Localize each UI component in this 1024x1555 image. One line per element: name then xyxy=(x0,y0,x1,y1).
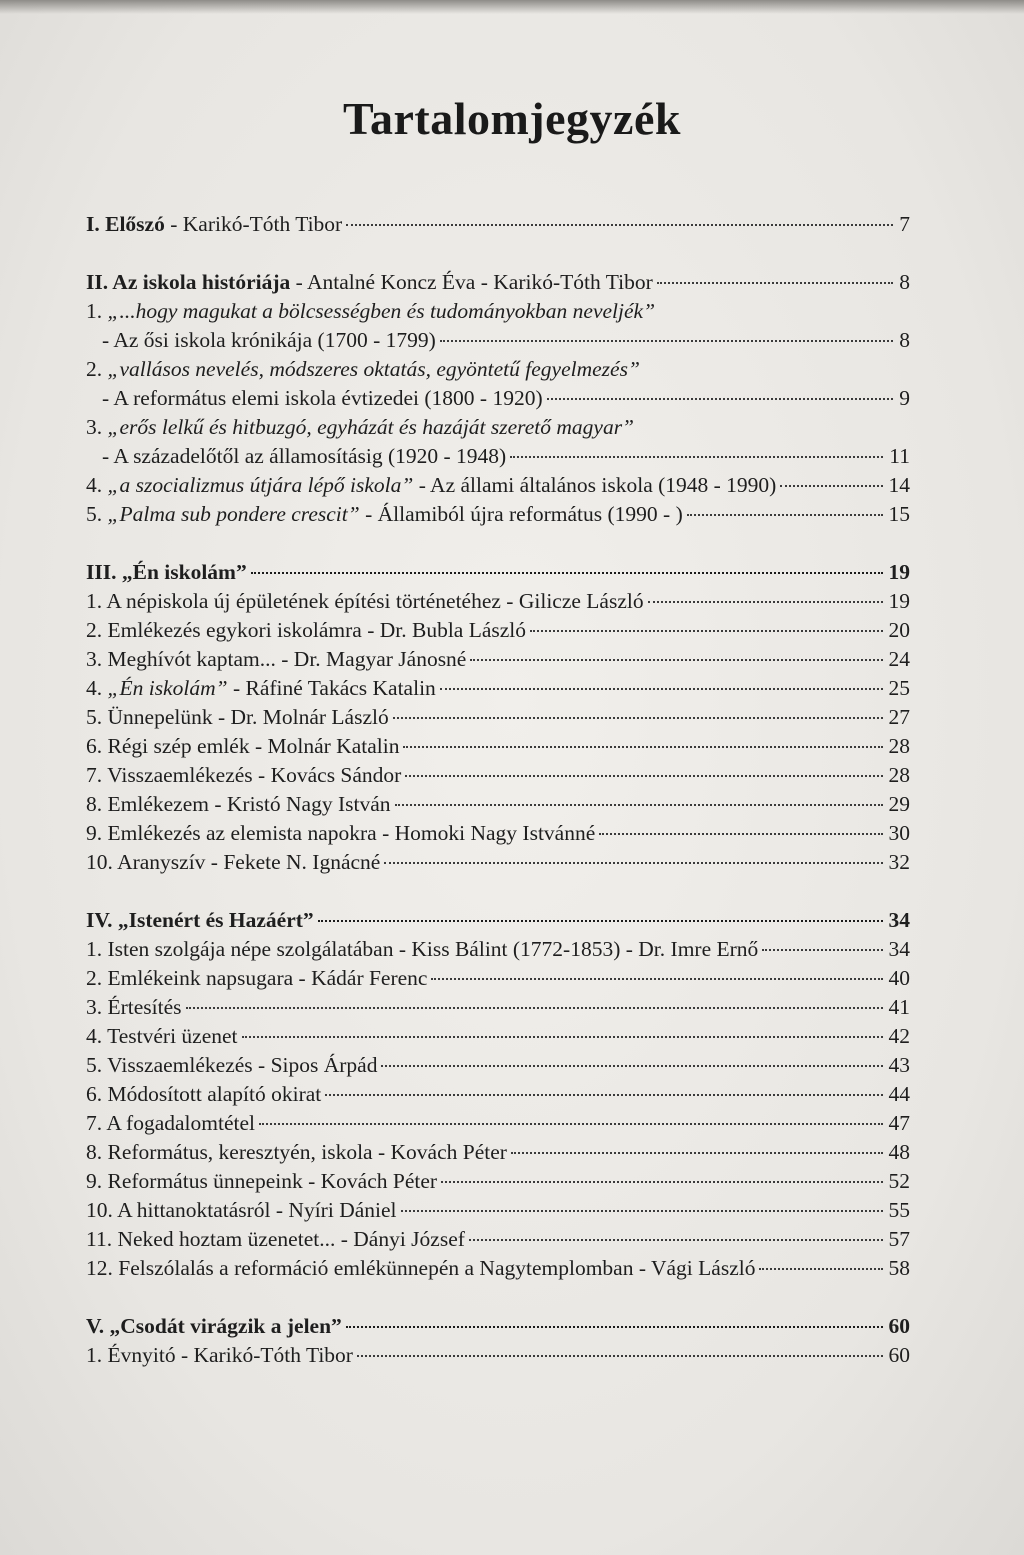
dot-leader xyxy=(381,1065,882,1067)
toc-entry-label: 9. Református ünnepeink - Kovách Péter xyxy=(86,1169,438,1193)
toc-entry-label: IV. „Istenért és Hazáért” xyxy=(86,908,314,932)
dot-leader xyxy=(186,1007,883,1009)
toc-section xyxy=(86,268,910,529)
dot-leader xyxy=(440,340,893,342)
toc-entry[interactable] xyxy=(86,326,910,355)
toc-entry-label: 2. Emlékeink napsugara - Kádár Ferenc xyxy=(86,966,428,990)
toc-page-number: 32 xyxy=(888,850,910,874)
page-title: Tartalomjegyzék xyxy=(343,93,681,144)
dot-leader xyxy=(547,398,894,400)
toc-entry[interactable] xyxy=(86,587,910,616)
toc-section xyxy=(86,906,910,1283)
toc-page-number: 7 xyxy=(899,212,910,236)
section-gap xyxy=(86,529,910,558)
toc-page-number: 41 xyxy=(888,995,910,1019)
toc-entry-label: 3. Meghívót kaptam... - Dr. Magyar Jánosné xyxy=(86,647,467,671)
toc-entry-label: 4. „a szocializmus útjára lépő iskola” - Az állami általános iskola (1948 - 1990) xyxy=(86,473,777,497)
toc-entry[interactable] xyxy=(86,1051,910,1080)
toc-entry[interactable] xyxy=(86,819,910,848)
toc-entry[interactable] xyxy=(86,935,910,964)
dot-leader xyxy=(346,224,893,226)
toc-page-number: 48 xyxy=(888,1140,910,1164)
toc-entry-label: I. Előszó - Karikó-Tóth Tibor xyxy=(86,212,343,236)
toc-entry[interactable] xyxy=(86,674,910,703)
toc-entry[interactable] xyxy=(86,732,910,761)
toc-entry[interactable] xyxy=(86,355,910,384)
toc-page-number: 42 xyxy=(888,1024,910,1048)
toc-entry[interactable] xyxy=(86,1196,910,1225)
toc-entry-label: - Az ősi iskola krónikája (1700 - 1799) xyxy=(102,328,436,352)
toc-entry[interactable] xyxy=(86,703,910,732)
toc-entry[interactable] xyxy=(86,384,910,413)
toc-page-number: 8 xyxy=(899,270,910,294)
toc-entry[interactable] xyxy=(86,616,910,645)
dot-leader xyxy=(259,1123,883,1125)
dot-leader xyxy=(357,1355,883,1357)
toc-entry[interactable] xyxy=(86,1109,910,1138)
toc-entry-label: V. „Csodát virágzik a jelen” xyxy=(86,1314,342,1338)
toc-entry-label: 5. „Palma sub pondere crescit” - Államiból újra református (1990 - ) xyxy=(86,502,683,526)
toc-page-number: 30 xyxy=(888,821,910,845)
toc-entry-label: 3. Értesítés xyxy=(86,995,182,1019)
toc-page-number: 14 xyxy=(888,473,910,497)
dot-leader xyxy=(403,746,882,748)
dot-leader xyxy=(510,456,883,458)
toc-page-number: 34 xyxy=(888,937,910,961)
toc-entry[interactable] xyxy=(86,471,910,500)
dot-leader xyxy=(441,1181,882,1183)
toc-entry-label: 2. Emlékezés egykori iskolámra - Dr. Bubla László xyxy=(86,618,527,642)
toc-entry-label: 1. Isten szolgája népe szolgálatában - Kiss Bálint (1772-1853) - Dr. Imre Ernő xyxy=(86,937,759,961)
dot-leader xyxy=(318,920,883,922)
toc-entry[interactable] xyxy=(86,1225,910,1254)
dot-leader xyxy=(431,978,882,980)
dot-leader xyxy=(346,1326,883,1328)
dot-leader xyxy=(762,949,882,951)
toc-entry-label: 1. Évnyitó - Karikó-Tóth Tibor xyxy=(86,1343,353,1367)
toc-entry[interactable] xyxy=(86,993,910,1022)
dot-leader xyxy=(780,485,882,487)
toc-section xyxy=(86,210,910,239)
dot-leader xyxy=(759,1268,882,1270)
toc-entry[interactable] xyxy=(86,1167,910,1196)
toc-page-number: 28 xyxy=(888,763,910,787)
toc-entry[interactable] xyxy=(86,645,910,674)
table-of-contents xyxy=(86,210,910,1370)
toc-page-number: 60 xyxy=(888,1343,910,1367)
toc-entry-label: 10. Aranyszív - Fekete N. Ignácné xyxy=(86,850,381,874)
toc-page-number: 11 xyxy=(889,444,910,468)
dot-leader xyxy=(395,804,883,806)
toc-entry[interactable] xyxy=(86,1138,910,1167)
section-gap xyxy=(86,1283,910,1312)
toc-page-number: 43 xyxy=(888,1053,910,1077)
dot-leader xyxy=(440,688,883,690)
toc-page-number: 8 xyxy=(899,328,910,352)
toc-page-number: 28 xyxy=(888,734,910,758)
dot-leader xyxy=(251,572,883,574)
toc-page-number: 9 xyxy=(899,386,910,410)
toc-section xyxy=(86,558,910,877)
toc-entry[interactable] xyxy=(86,1254,910,1283)
toc-entry-label: 4. „Én iskolám” - Ráfiné Takács Katalin xyxy=(86,676,436,700)
toc-entry-label: 5. Ünnepelünk - Dr. Molnár László xyxy=(86,705,389,729)
toc-page-number: 52 xyxy=(888,1169,910,1193)
dot-leader xyxy=(470,659,882,661)
toc-entry-label: 7. A fogadalomtétel xyxy=(86,1111,255,1135)
toc-entry-label: - A századelőtől az államosításig (1920 - 1948) xyxy=(102,444,507,468)
toc-entry-label: 10. A hittanoktatásról - Nyíri Dániel xyxy=(86,1198,397,1222)
toc-entry-label: 1. A népiskola új épületének építési történetéhez - Gilicze László xyxy=(86,589,644,613)
dot-leader xyxy=(242,1036,883,1038)
toc-entry-label: 5. Visszaemlékezés - Sipos Árpád xyxy=(86,1053,378,1077)
dot-leader xyxy=(393,717,883,719)
toc-entry[interactable] xyxy=(86,1080,910,1109)
dot-leader xyxy=(530,630,882,632)
toc-entry-label: 8. Református, keresztyén, iskola - Kovách Péter xyxy=(86,1140,507,1164)
toc-entry-label: 9. Emlékezés az elemista napokra - Homoki Nagy Istvánné xyxy=(86,821,596,845)
dot-leader xyxy=(687,514,883,516)
toc-page-number: 20 xyxy=(888,618,910,642)
toc-entry[interactable] xyxy=(86,964,910,993)
toc-entry-label: 4. Testvéri üzenet xyxy=(86,1024,238,1048)
toc-page-number: 55 xyxy=(888,1198,910,1222)
toc-page-number: 19 xyxy=(888,560,910,584)
toc-page-number: 24 xyxy=(888,647,910,671)
toc-page-number: 27 xyxy=(888,705,910,729)
dot-leader xyxy=(384,862,882,864)
toc-page-number: 57 xyxy=(888,1227,910,1251)
toc-entry-label: II. Az iskola históriája - Antalné Koncz Éva - Karikó-Tóth Tibor xyxy=(86,270,653,294)
dot-leader xyxy=(511,1152,883,1154)
dot-leader xyxy=(405,775,882,777)
toc-page-number: 19 xyxy=(888,589,910,613)
toc-page-number: 60 xyxy=(888,1314,910,1338)
toc-page-number: 34 xyxy=(888,908,910,932)
toc-entry-label: 2. „vallásos nevelés, módszeres oktatás, egyöntetű fegyelmezés” xyxy=(86,357,640,381)
toc-entry-label: 3. „erős lelkű és hitbuzgó, egyházát és hazáját szerető magyar” xyxy=(86,415,635,439)
toc-entry[interactable] xyxy=(86,297,910,326)
toc-entry-label: 6. Régi szép emlék - Molnár Katalin xyxy=(86,734,400,758)
dot-leader xyxy=(469,1239,883,1241)
toc-section xyxy=(86,1312,910,1370)
toc-entry[interactable] xyxy=(86,848,910,877)
toc-page-number: 25 xyxy=(888,676,910,700)
toc-section-heading[interactable] xyxy=(86,906,910,935)
toc-section-heading[interactable] xyxy=(86,558,910,587)
toc-entry[interactable] xyxy=(86,500,910,529)
toc-entry-label: - A református elemi iskola évtizedei (1800 - 1920) xyxy=(102,386,543,410)
toc-page-number: 44 xyxy=(888,1082,910,1106)
toc-page-number: 15 xyxy=(888,502,910,526)
toc-entry-label: III. „Én iskolám” xyxy=(86,560,247,584)
section-gap xyxy=(86,239,910,268)
dot-leader xyxy=(599,833,882,835)
toc-entry[interactable] xyxy=(86,1022,910,1051)
dot-leader xyxy=(325,1094,882,1096)
toc-entry[interactable] xyxy=(86,413,910,442)
dot-leader xyxy=(401,1210,883,1212)
toc-entry-label: 11. Neked hoztam üzenetet... - Dányi József xyxy=(86,1227,465,1251)
toc-entry-label: 1. „...hogy magukat a bölcsességben és tudományokban neveljék” xyxy=(86,299,656,323)
toc-entry[interactable] xyxy=(86,210,910,239)
toc-entry[interactable] xyxy=(86,442,910,471)
section-gap xyxy=(86,877,910,906)
toc-section-heading[interactable] xyxy=(86,1312,910,1341)
toc-entry-label: 12. Felszólalás a reformáció emlékünnepén a Nagytemplomban - Vági László xyxy=(86,1256,756,1280)
toc-entry-label: 8. Emlékezem - Kristó Nagy István xyxy=(86,792,391,816)
toc-page-number: 40 xyxy=(888,966,910,990)
toc-entry-label: 7. Visszaemlékezés - Kovács Sándor xyxy=(86,763,402,787)
toc-entry-label: 6. Módosított alapító okirat xyxy=(86,1082,322,1106)
dot-leader xyxy=(648,601,883,603)
toc-entry[interactable] xyxy=(86,268,910,297)
toc-entry[interactable] xyxy=(86,761,910,790)
toc-page-number: 29 xyxy=(888,792,910,816)
dot-leader xyxy=(657,282,894,284)
toc-page-number: 58 xyxy=(888,1256,910,1280)
toc-entry[interactable] xyxy=(86,1341,910,1370)
toc-entry[interactable] xyxy=(86,790,910,819)
toc-page-number: 47 xyxy=(888,1111,910,1135)
page-edge-shadow xyxy=(0,0,1024,14)
